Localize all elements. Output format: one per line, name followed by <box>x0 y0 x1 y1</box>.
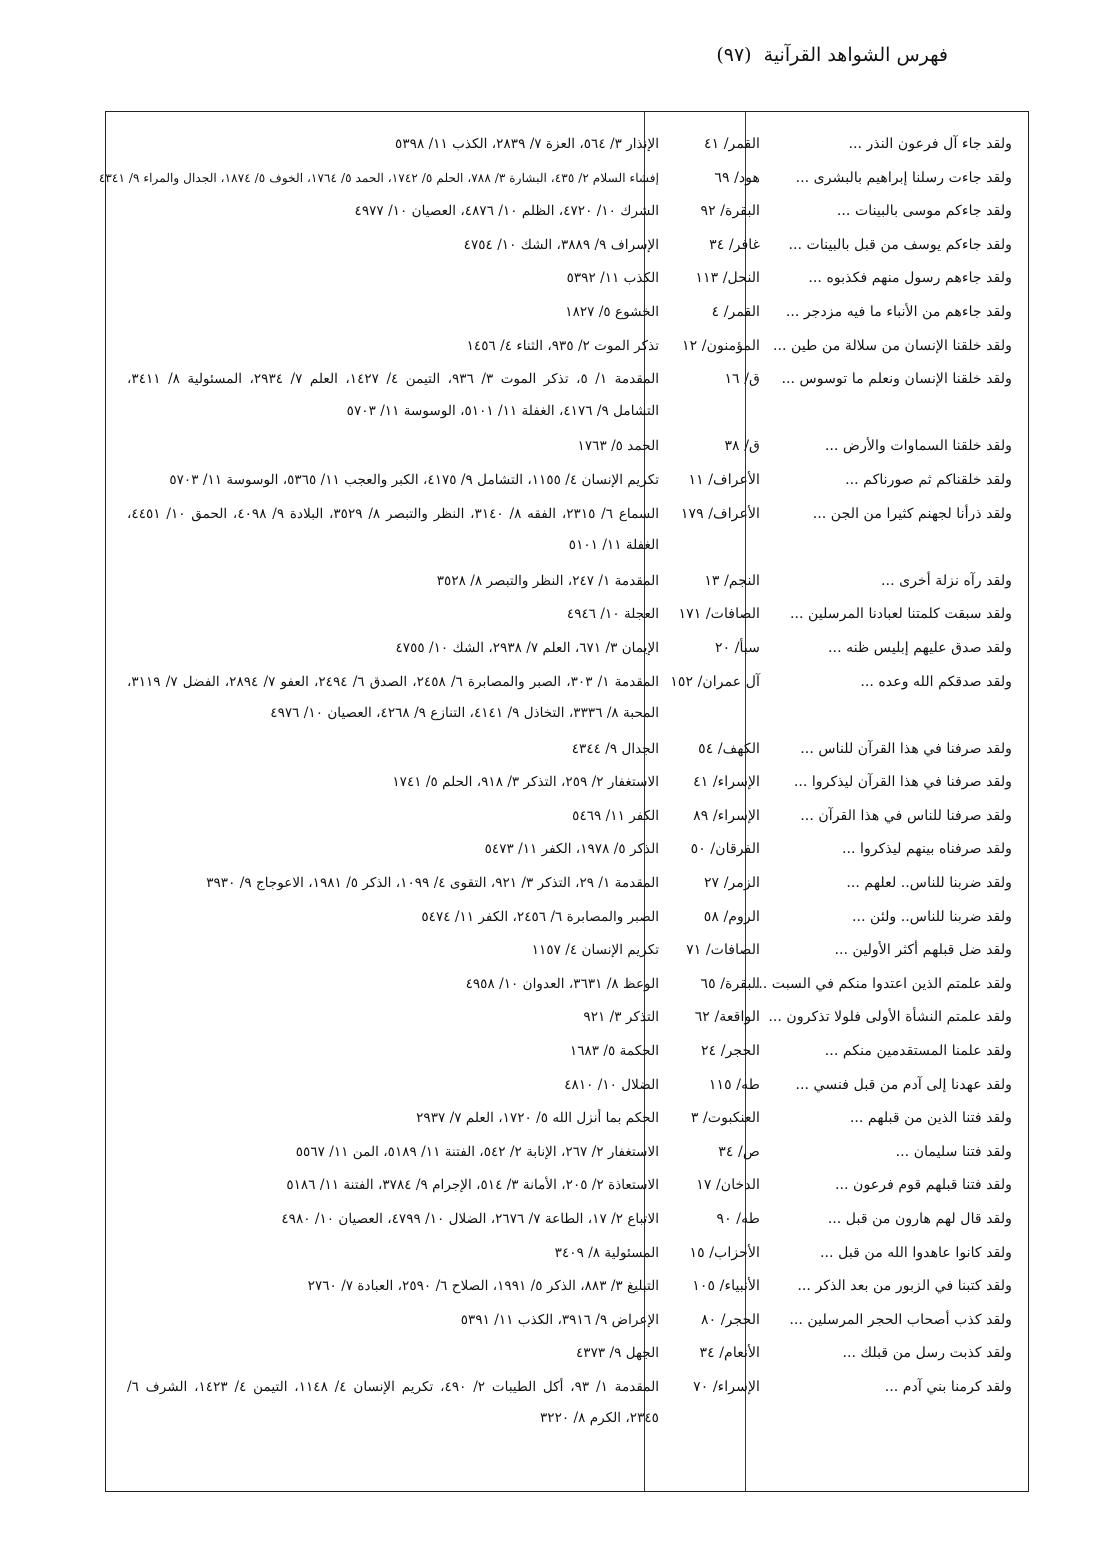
table-row <box>106 129 1028 163</box>
verse-cell: ولقد كتبنا في الزبور من بعد الذكر ... <box>797 1278 1012 1295</box>
topics-cell: تكريم الإنسان ٤/ ١١٥٥، التشامل ٩/ ٤١٧٥، الكبر والعجب ١١/ ٥٣٦٥، الوسوسة ١١/ ٥٧٠٣ <box>169 471 659 488</box>
verse-cell: ولقد صرفناه بينهم ليذكروا ... <box>842 841 1012 858</box>
surah-ref-cell: الفرقان/ ٥٠ <box>690 841 760 858</box>
surah-ref-cell: طه/ ١١٥ <box>708 1076 760 1093</box>
surah-ref-cell: الروم/ ٥٨ <box>703 908 760 925</box>
table-row <box>106 465 1028 499</box>
surah-ref-cell: البقرة/ ٦٥ <box>700 975 760 992</box>
index-rows <box>98 129 1028 1439</box>
topics-cell: الذكر ٥/ ١٩٧٨، الكفر ١١/ ٥٤٧٣ <box>484 841 659 858</box>
topics-cell: الجهل ٩/ ٤٣٧٣ <box>575 1345 659 1362</box>
topics-cell: الضلال ١٠/ ٤٨١٠ <box>564 1076 659 1093</box>
surah-ref-cell: آل عمران/ ١٥٢ <box>670 673 760 690</box>
table-row <box>106 364 1028 431</box>
topics-cell: الخشوع ٥/ ١٨٢٧ <box>565 303 659 320</box>
surah-ref-cell: الأعراف/ ١٧٩ <box>680 505 760 522</box>
topics-cell: الكذب ١١/ ٥٣٩٢ <box>566 270 659 287</box>
verse-cell: ولقد علمتم النشأة الأولى فلولا تذكرون ... <box>768 1009 1012 1026</box>
topics-cell: الشرك ١٠/ ٤٧٢٠، الظلم ١٠/ ٤٨٧٦، العصيان ١٠/ ٤٩٧٧ <box>354 203 659 220</box>
verse-cell: ولقد خلقنا الإنسان من سلالة من طين ... <box>773 337 1012 354</box>
table-row <box>106 1204 1028 1238</box>
surah-ref-cell: الصافات/ ٧١ <box>686 942 760 959</box>
table-row <box>106 902 1028 936</box>
table-row <box>106 566 1028 600</box>
table-row <box>106 801 1028 835</box>
surah-ref-cell: الأنبياء/ ١٠٥ <box>692 1278 760 1295</box>
surah-ref-cell: ص/ ٣٤ <box>718 1143 760 1160</box>
verse-cell: ولقد فتنا قبلهم قوم فرعون ... <box>834 1177 1012 1194</box>
topics-cell: الإيمان ٣/ ٦٧١، العلم ٧/ ٢٩٣٨، الشك ١٠/ ٤٧٥٥ <box>395 639 659 656</box>
table-row <box>106 633 1028 667</box>
running-head <box>716 44 948 66</box>
table-row <box>106 431 1028 465</box>
topics-cell: الإعراض ٩/ ٣٩١٦، الكذب ١١/ ٥٣٩١ <box>460 1311 659 1328</box>
surah-ref-cell: الكهف/ ٥٤ <box>698 740 760 757</box>
verse-cell: ولقد علمنا المستقدمين منكم ... <box>824 1043 1012 1060</box>
topics-cell: الاتباع ٢/ ١٧، الطاعة ٧/ ٢٦٧٦، الضلال ١٠/ ٤٧٩٩، العصيان ١٠/ ٤٩٨٠ <box>281 1211 659 1227</box>
verse-cell: ولقد ذرأنا لجهنم كثيرا من الجن ... <box>812 505 1012 522</box>
verse-cell: ولقد جاء آل فرعون النذر ... <box>848 136 1012 152</box>
table-row <box>106 969 1028 1003</box>
surah-ref-cell: القمر/ ٤ <box>711 303 760 320</box>
surah-ref-cell: العنكبوت/ ٣ <box>690 1110 760 1127</box>
verse-cell: ولقد كانوا عاهدوا الله من قبل ... <box>820 1244 1012 1261</box>
verse-cell: ولقد خلقنا السماوات والأرض ... <box>824 438 1012 455</box>
table-row <box>106 734 1028 768</box>
topics-cell: تكريم الإنسان ٤/ ١١٥٧ <box>531 942 659 959</box>
table-row <box>106 1238 1028 1272</box>
verse-cell: ولقد فتنا الذين من قبلهم ... <box>849 1110 1012 1127</box>
table-row <box>106 1103 1028 1137</box>
table-row <box>106 263 1028 297</box>
table-row <box>106 868 1028 902</box>
verse-cell: ولقد ضل قبلهم أكثر الأولين ... <box>834 942 1012 959</box>
verse-cell: ولقد كرمنا بني آدم ... <box>884 1378 1012 1395</box>
surah-ref-cell: الإسراء/ ٤١ <box>693 774 760 791</box>
topics-cell: المقدمة ١/ ٩٣، أكل الطيبات ٢/ ٤٩٠، تكريم الإنسان ٤/ ١١٤٨، التيمن ٤/ ١٤٢٣، الشرف ٦/ ٢٣٤٥، الكرم ٨/ ٣٢٢٠ <box>127 1378 660 1427</box>
topics-cell: المسئولية ٨/ ٣٤٠٩ <box>554 1244 659 1261</box>
surah-ref-cell: الحجر/ ٢٤ <box>701 1043 760 1060</box>
topics-cell: الاستعاذة ٢/ ٢٠٥، الأمانة ٣/ ٥١٤، الإجرام ٩/ ٣٧٨٤، الفتنة ١١/ ٥١٨٦ <box>286 1177 659 1194</box>
table-row <box>106 1070 1028 1104</box>
surah-ref-cell: الصافات/ ١٧١ <box>678 606 760 623</box>
topics-cell: الاستغفار ٢/ ٢٦٧، الإنابة ٢/ ٥٤٢، الفتنة ١١/ ٥١٨٩، المن ١١/ ٥٥٦٧ <box>295 1143 659 1160</box>
topics-cell: الاستغفار ٢/ ٢٥٩، التذكر ٣/ ٩١٨، الحلم ٥/ ١٧٤١ <box>392 774 659 791</box>
topics-cell: الحكمة ٥/ ١٦٨٣ <box>569 1043 659 1060</box>
topics-cell: السماع ٦/ ٢٣١٥، الفقه ٨/ ٣١٤٠، النظر والتبصر ٨/ ٣٥٢٩، البلادة ٩/ ٤٠٩٨، الحمق ١٠/ ٤٤٥١، الغفلة ١١/ ٥١٠١ <box>127 505 659 554</box>
verse-cell: ولقد جاءت رسلنا إبراهيم بالبشرى ... <box>795 169 1012 186</box>
verse-cell: ولقد صدقكم الله وعده ... <box>860 673 1012 690</box>
verse-cell: ولقد صرفنا في هذا القرآن للناس ... <box>800 740 1012 757</box>
surah-ref-cell: ق/ ٣٨ <box>724 438 760 455</box>
table-row <box>106 667 1028 734</box>
table-row <box>106 1271 1028 1305</box>
verse-cell: ولقد ضربنا للناس.. لعلهم ... <box>846 875 1012 892</box>
surah-ref-cell: غافر/ ٣٤ <box>709 236 760 253</box>
running-head-title: فهرس الشواهد القرآنية <box>763 44 948 66</box>
table-row <box>106 1036 1028 1070</box>
verse-cell: ولقد كذب أصحاب الحجر المرسلين ... <box>789 1311 1012 1328</box>
verse-cell: ولقد خلقناكم ثم صورناكم ... <box>845 471 1012 488</box>
surah-ref-cell: الحجر/ ٨٠ <box>701 1311 760 1328</box>
table-row <box>106 230 1028 264</box>
topics-cell: التبليغ ٣/ ٨٨٣، الذكر ٥/ ١٩٩١، الصلاح ٦/ ٢٥٩٠، العبادة ٧/ ٢٧٦٠ <box>307 1278 659 1295</box>
table-row <box>98 163 1028 197</box>
verse-cell: ولقد كذبت رسل من قبلك ... <box>842 1345 1012 1362</box>
topics-cell: المقدمة ١/ ٢٩، التذكر ٣/ ٩٢١، التقوى ٤/ ١٠٩٩، الذكر ٥/ ١٩٨١، الاعوجاج ٩/ ٣٩٣٠ <box>206 875 659 892</box>
surah-ref-cell: الواقعة/ ٦٢ <box>694 1009 760 1026</box>
surah-ref-cell: الأعراف/ ١١ <box>688 471 760 488</box>
topics-cell: المقدمة ١/ ٥، تذكر الموت ٣/ ٩٣٦، التيمن ٤/ ١٤٢٧، العلم ٧/ ٢٩٣٤، المسئولية ٨/ ٣٤١١، التشامل ٩/ ٤١٧٦، الغفلة ١١/ ٥١٠١، الوسوسة ١١/ ٥٧٠٣ <box>127 371 660 419</box>
verse-cell: ولقد جاءكم موسى بالبينات ... <box>836 203 1012 220</box>
surah-ref-cell: الإسراء/ ٨٩ <box>693 807 760 824</box>
table-row <box>106 1338 1028 1372</box>
table-row <box>106 331 1028 365</box>
table-row <box>106 499 1028 566</box>
topics-cell: الوعظ ٨/ ٣٦٣١، العدوان ١٠/ ٤٩٥٨ <box>465 975 659 992</box>
verse-cell: ولقد سبقت كلمتنا لعبادنا المرسلين ... <box>789 606 1012 623</box>
surah-ref-cell: القمر/ ٤١ <box>703 136 760 152</box>
topics-cell: الإسراف ٩/ ٣٨٨٩، الشك ١٠/ ٤٧٥٤ <box>463 236 659 253</box>
table-row <box>106 935 1028 969</box>
surah-ref-cell: الدخان/ ١٧ <box>696 1177 760 1194</box>
verse-cell: ولقد جاءهم رسول منهم فكذبوه ... <box>808 270 1012 287</box>
verse-cell: ولقد صرفنا في هذا القرآن ليذكروا ... <box>793 774 1012 791</box>
verse-cell: ولقد صرفنا للناس في هذا القرآن ... <box>800 807 1012 824</box>
verse-cell: ولقد علمتم الذين اعتدوا منكم في السبت ... <box>753 975 1012 992</box>
surah-ref-cell: الأحزاب/ ١٥ <box>689 1244 760 1261</box>
verse-cell: ولقد رآه نزلة أخرى ... <box>881 572 1012 589</box>
topics-cell: الصبر والمصابرة ٦/ ٢٤٥٦، الكفر ١١/ ٥٤٧٤ <box>421 908 659 925</box>
surah-ref-cell: ق/ ١٦ <box>724 371 760 388</box>
topics-cell: المقدمة ١/ ٣٠٣، الصبر والمصابرة ٦/ ٢٤٥٨، الصدق ٦/ ٢٤٩٤، العفو ٧/ ٢٨٩٤، الفضل ٧/ ٣١١٩، المحبة ٨/ ٣٣٣٦، التخاذل ٩/ ٤١٤١، التنازع ٩/ ٤٢٦٨، العصيان ١٠/ ٤٩٧٦ <box>127 673 659 721</box>
verse-cell: ولقد صدق عليهم إبليس ظنه ... <box>828 639 1012 656</box>
table-row <box>106 1372 1028 1439</box>
topics-cell: تذكر الموت ٢/ ٩٣٥، الثناء ٤/ ١٤٥٦ <box>466 337 659 354</box>
verse-cell: ولقد عهدنا إلى آدم من قبل فنسي ... <box>795 1076 1012 1093</box>
table-row <box>106 1170 1028 1204</box>
table-row <box>106 767 1028 801</box>
surah-ref-cell: الإسراء/ ٧٠ <box>693 1378 760 1395</box>
surah-ref-cell: هود/ ٦٩ <box>714 169 760 186</box>
topics-cell: الإنذار ٣/ ٥٦٤، العزة ٧/ ٢٨٣٩، الكذب ١١/ ٥٣٩٨ <box>395 136 659 152</box>
surah-ref-cell: سبأ/ ٢٠ <box>714 639 760 656</box>
topics-cell: إفشاء السلام ٢/ ٤٣٥، البشارة ٣/ ٧٨٨، الحلم ٥/ ١٧٤٢، الحمد ٥/ ١٧٦٤، الخوف ٥/ ١٨٧٤، الجدال والمراء ٩/ ٤٣٤١ <box>98 170 659 185</box>
table-row <box>106 196 1028 230</box>
table-row <box>106 834 1028 868</box>
verse-cell: ولقد فتنا سليمان ... <box>895 1143 1012 1160</box>
topics-cell: العجلة ١٠/ ٤٩٤٦ <box>566 606 659 623</box>
surah-ref-cell: الأنعام/ ٣٤ <box>699 1345 760 1362</box>
table-row <box>106 297 1028 331</box>
surah-ref-cell: الزمر/ ٢٧ <box>703 875 760 892</box>
verse-cell: ولقد قال لهم هارون من قبل ... <box>827 1211 1012 1227</box>
topics-cell: التذكر ٣/ ٩٢١ <box>583 1009 659 1026</box>
quran-index-table <box>98 111 1029 1492</box>
surah-ref-cell: البقرة/ ٩٢ <box>700 203 760 220</box>
topics-cell: المقدمة ١/ ٢٤٧، النظر والتبصر ٨/ ٣٥٢٨ <box>436 572 659 589</box>
table-row <box>106 1305 1028 1339</box>
table-row <box>106 599 1028 633</box>
topics-cell: الحمد ٥/ ١٧٦٣ <box>577 438 659 455</box>
verse-cell: ولقد خلقنا الإنسان ونعلم ما توسوس ... <box>781 371 1012 388</box>
topics-cell: الحكم بما أنزل الله ٥/ ١٧٢٠، العلم ٧/ ٢٩٣٧ <box>416 1110 659 1127</box>
surah-ref-cell: النجم/ ١٣ <box>704 572 760 589</box>
surah-ref-cell: طه/ ٩٠ <box>716 1211 760 1227</box>
surah-ref-cell: النحل/ ١١٣ <box>695 270 760 287</box>
surah-ref-cell: المؤمنون/ ١٢ <box>682 337 760 354</box>
verse-cell: ولقد جاءهم من الأنباء ما فيه مزدجر ... <box>785 303 1012 320</box>
table-row <box>106 1137 1028 1171</box>
verse-cell: ولقد جاءكم يوسف من قبل بالبينات ... <box>788 236 1012 253</box>
page-number: (٩٧) <box>716 44 752 66</box>
topics-cell: الجدال ٩/ ٤٣٤٤ <box>571 740 659 757</box>
verse-cell: ولقد ضربنا للناس.. ولئن ... <box>851 908 1012 925</box>
table-row <box>106 1002 1028 1036</box>
topics-cell: الكفر ١١/ ٥٤٦٩ <box>572 807 659 824</box>
